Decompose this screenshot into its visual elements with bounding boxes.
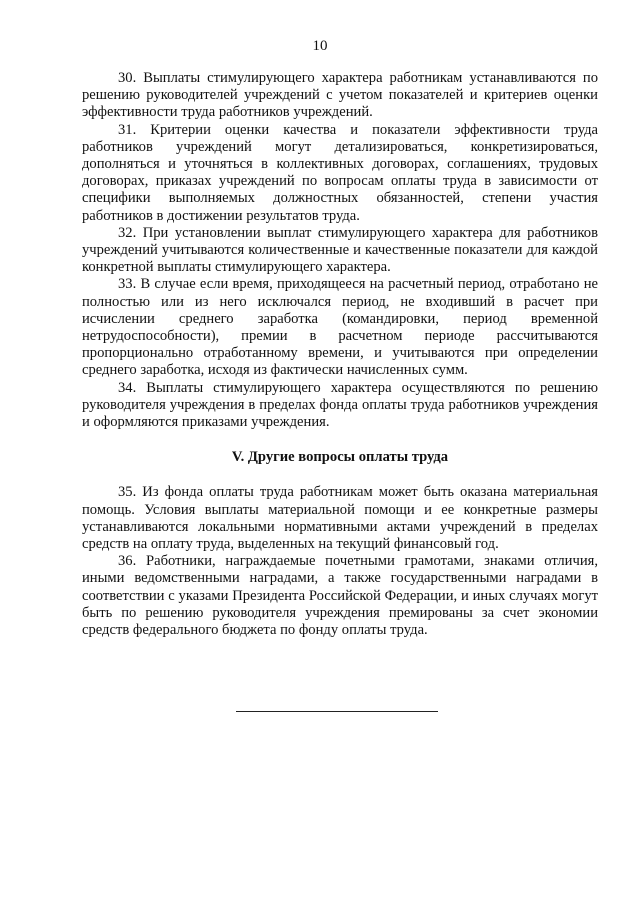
end-divider-line: [236, 711, 438, 712]
paragraph-35: 35. Из фонда оплаты труда работникам может быть оказана материальная помощь. Условия выплаты материальной помощи и ее конкретные размеры устанавливаются локальными нормативными актами учреждений в пределах средств на оплату труда, выделенных на текущий финансовый год.: [82, 484, 598, 553]
paragraph-32: 32. При установлении выплат стимулирующего характера для работников учреждений учитываются количественные и качественные показатели для каждой конкретной выплаты стимулирующего характера.: [82, 224, 598, 276]
document-body: [82, 70, 598, 639]
paragraph-30: 30. Выплаты стимулирующего характера работникам устанавливаются по решению руководителей учреждений с учетом показателей и критериев оценки эффективности труда работников учреждений.: [82, 70, 598, 121]
paragraph-36: 36. Работники, награждаемые почетными грамотами, знаками отличия, иными ведомственными наградами, а также государственными наградами в соответствии с указами Президента Российской Федерации, и иных случаях могут быть по решению руководителя учреждения премированы за счет экономии средств федерального бюджета по фонду оплаты труда.: [82, 553, 598, 639]
section-heading: V. Другие вопросы оплаты труда: [231, 449, 449, 466]
paragraph-33: 33. В случае если время, приходящееся на расчетный период, отработано не полностью или из него исключался период, не входивший в расчет при исчислении среднего заработка (командировки, период временной нетрудоспособности), премии в расчетном периоде рассчитываются пропорционально отработанному времени, и учитываются при определении среднего заработка, исходя из фактически начисленных сумм.: [82, 276, 598, 379]
paragraph-31: 31. Критерии оценки качества и показатели эффективности труда работников учреждений могут детализироваться, конкретизироваться, дополняться и уточняться в коллективных договорах, соглашениях, трудовых договорах, приказах учреждений по вопросам оплаты труда в зависимости от специфики выполняемых должностных обязанностей, степени участия работников в достижении результатов труда.: [82, 121, 598, 224]
paragraph-34: 34. Выплаты стимулирующего характера осуществляются по решению руководителя учреждения в пределах фонда оплаты труда работников учреждения и оформляются приказами учреждения.: [82, 379, 598, 431]
page-number: 10: [312, 38, 328, 54]
